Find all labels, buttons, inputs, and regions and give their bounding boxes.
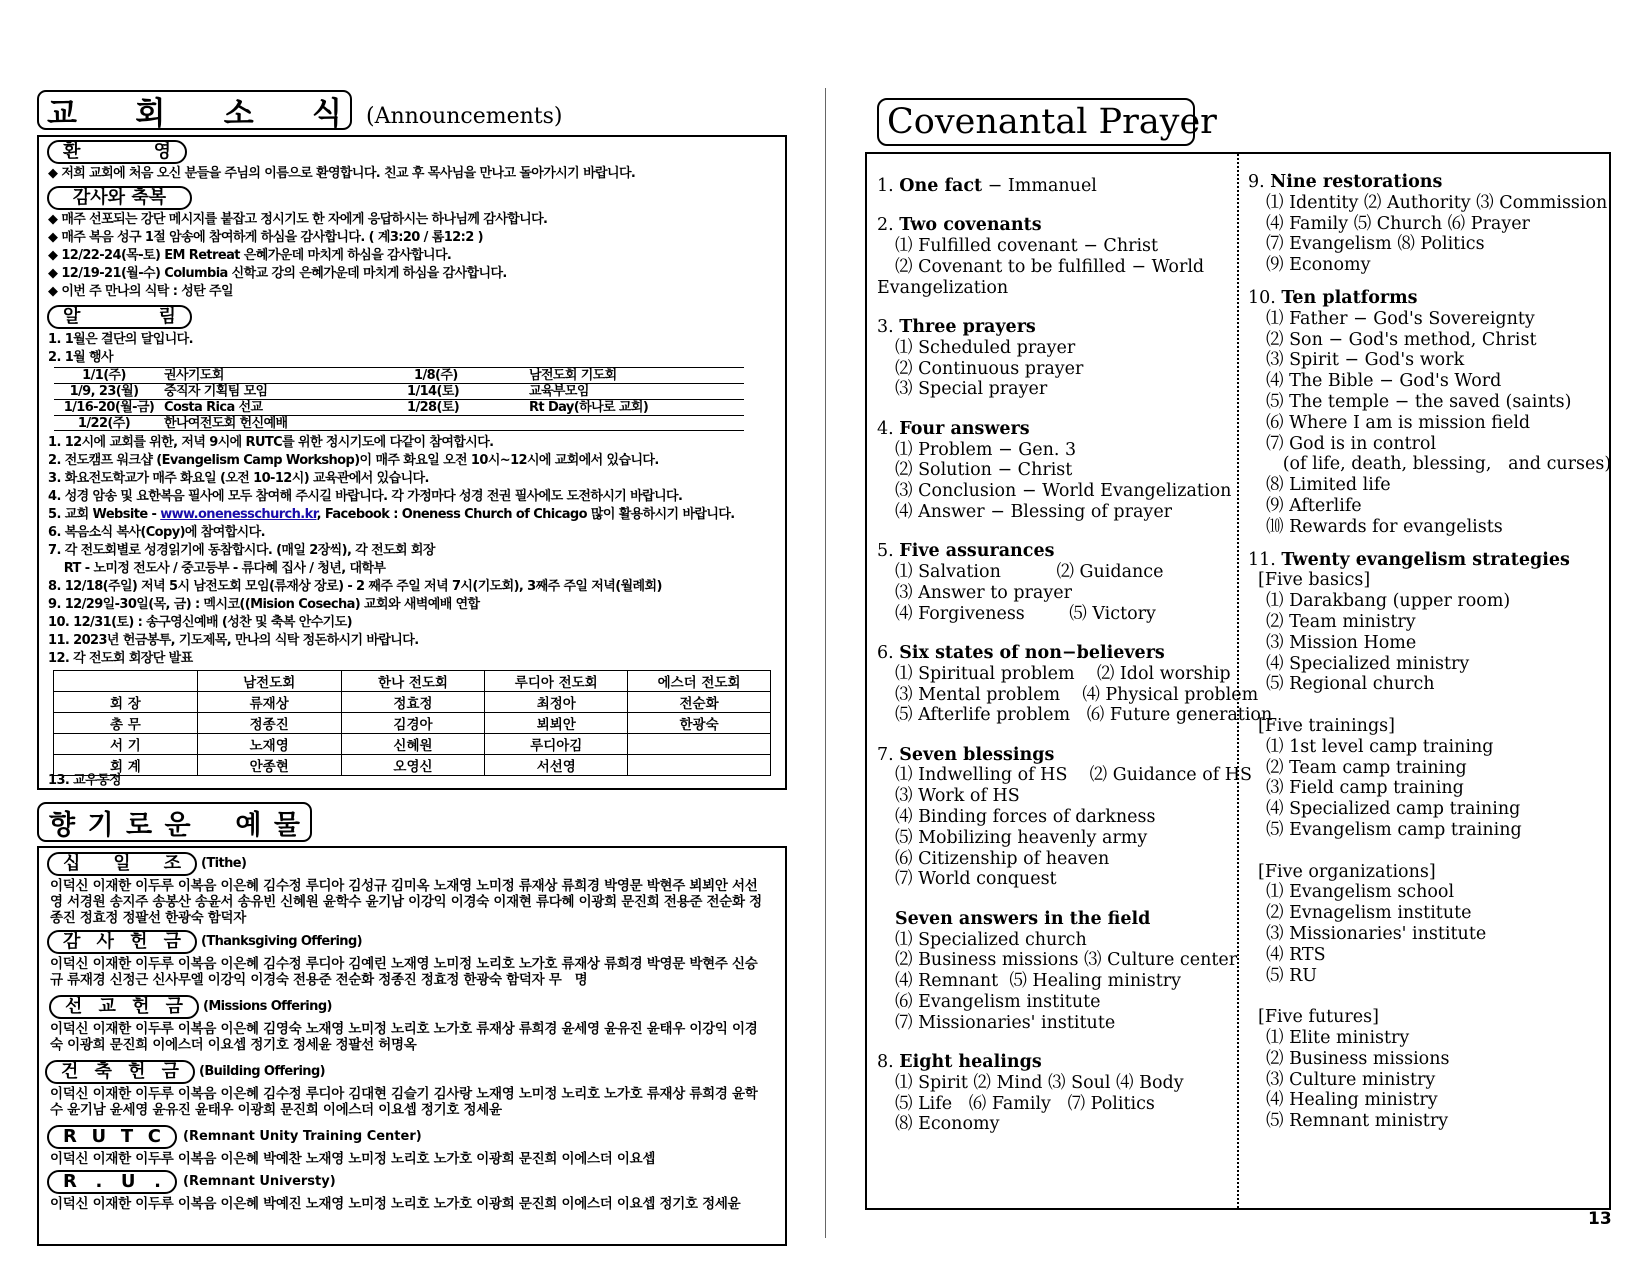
label-char: . [154,1171,161,1192]
event-name: Rt Day(하나로 교회) [529,400,649,415]
table-row [54,671,771,692]
section-number: 11. [1248,549,1282,570]
notice-item: 3. 화요전도학교가 매주 화요일 (오전 10-12시) 교육관에서 있습니다. [48,471,429,486]
section-title: Three prayers [899,317,1036,337]
label-char: 금 [165,996,183,1017]
table-cell: 김경아 [341,713,485,734]
prayer-line: ⑴ Identity ⑵ Authority ⑶ Commission [1266,192,1608,213]
prayer-line: ⑴ Fulfilled covenant − Christ [895,236,1159,257]
section-number: 8. [877,1052,900,1072]
section-number: 10. [1248,288,1282,308]
table-cell: 뵈뵈안 [485,713,628,734]
prayer-section-heading [1248,172,1442,193]
prayer-line: ⑷ Remnant ⑸ Healing ministry [895,971,1181,992]
label-char: 감 [63,931,81,952]
thanks-item: ◆ 매주 선포되는 강단 메시지를 붙잡고 정시기도 한 자에게 응답하시는 하나님께 감사합니다. [48,212,548,227]
label-char: 조 [163,853,181,874]
welcome-item: ◆ 저희 교회에 처음 오신 분들을 주님의 이름으로 환영합니다. 친교 후 목사님을 만나고 돌아가시기 바랍니다. [48,166,636,181]
label-char: 림 [158,306,176,327]
table-row [54,692,771,713]
label-char: 축 [94,1061,112,1082]
notice-item: 2. 전도캠프 워크샵 (Evangelism Camp Workshop)이 매주 화요일 오전 10시~12시에 교회에서 있습니다. [48,453,659,468]
thanks-item: ◆ 매주 복음 성구 1절 암송에 참여하게 하심을 감사합니다. ( 계3:20 / 롬12:2 ) [48,230,483,245]
prayer-line: ⑵ Evnagelism institute [1266,903,1472,924]
notice-item: 7. 각 전도회별로 성경읽기에 동참합시다. (매일 2장씩), 각 전도회 회장 [48,543,435,558]
section-number: 2. [877,215,900,236]
title-char: 소 [223,95,254,132]
prayer-line: ⑺ Evangelism ⑻ Politics [1266,234,1485,255]
prayer-line: ⑸ Life ⑹ Family ⑺ Politics [895,1093,1155,1114]
rutc-names: 이덕신 이재한 이두루 이복음 이은혜 박예찬 노재영 노미정 노리호 노가호 이광희 문진희 이에스더 이요셉 [50,1151,656,1167]
title-char: 로 [126,809,153,841]
prayer-line: ⑵ Continuous prayer [895,358,1084,379]
label-char: 금 [161,1061,179,1082]
event-date: 1/28(토) [407,400,460,415]
table-header: 에스더 전도회 [628,671,771,692]
label-char: 건 [61,1061,79,1082]
welcome-text: 저희 교회에 처음 오신 분들을 주님의 이름으로 환영합니다. 친교 후 목사님을 만나고 돌아가시기 바랍니다. [61,166,636,181]
table-cell: 신혜원 [341,734,485,755]
prayer-line: ⑺ World conquest [895,869,1057,890]
section-title: Nine restorations [1270,172,1443,192]
prayer-line: ⑹ Evangelism institute [895,991,1101,1012]
notice-item: 4. 성경 암송 및 요한복음 필사에 모두 참여해 주시길 바랍니다. 각 가정마다 성경 전권 필사에도 도전하시기 바랍니다. [48,489,683,504]
table-header: 루디아 전도회 [485,671,628,692]
prayer-line: Evangelization [877,277,1009,298]
event-name: 권사기도회 [164,368,224,383]
title-char: 회 [135,95,166,132]
notice-item: 8. 12/18(주일) 저녁 5시 남전도회 모임(류재상 장로) - 2 째주 주일 저녁 7시(기도회), 3째주 주일 저녁(월례회) [48,579,662,594]
prayer-line: ⑷ Specialized camp training [1266,799,1521,820]
tithe-label [47,852,197,876]
thanks-text: 이번 주 만나의 식탁 : 성탄 주일 [61,284,233,299]
notice-item: 1. 12시에 교회를 위한, 저녁 9시에 RUTC를 위한 정시기도에 다같이 참여합시다. [48,435,494,450]
section-title: Four answers [899,418,1030,439]
prayer-line: ⑻ Limited life [1266,475,1391,496]
prayer-line: ⑵ Son − God's method, Christ [1266,329,1537,350]
prayer-line: ⑹ Citizenship of heaven [895,848,1110,869]
section-number: 5. [877,541,900,562]
prayer-line: ⑴ 1st level camp training [1266,736,1494,757]
notice-item: RT - 노미정 전도사 / 중고등부 - 류다혜 집사 / 청년, 대학부 [48,561,386,576]
prayer-line: ⑶ Mission Home [1266,632,1417,653]
prayer-line: ⑶ Work of HS [895,786,1020,807]
title-char: 교 [47,95,77,132]
ru-label [47,1170,177,1194]
offerings-box [37,846,787,1246]
title-char: 향 [49,809,76,841]
prayer-line: ⑴ Spiritual problem ⑵ Idol worship [895,663,1231,684]
prayer-line: ⑶ Mental problem ⑷ Physical problem [895,684,1259,705]
label-char: 십 [63,853,81,874]
section-title: Ten platforms [1281,288,1418,308]
table-cell: 안종현 [197,755,341,776]
label-char: 헌 [132,996,150,1017]
prayer-line: ⑵ Business missions [1266,1048,1450,1069]
prayer-line: ⑽ Rewards for evangelists [1266,516,1503,537]
table-cell: 정효정 [341,692,485,713]
prayer-line: ⑺ God is in control [1266,433,1437,454]
table-cell: 한광숙 [628,713,771,734]
table-row [54,734,771,755]
event-date: 1/9, 23(월) [69,384,139,399]
column-divider [1237,154,1239,1208]
page-divider [825,88,826,1238]
prayer-line: ⑸ Evangelism camp training [1266,820,1522,840]
label-char: 사 [96,931,114,952]
thanks-label: 감사와 축복 [47,186,192,210]
label-char: 헌 [130,931,148,952]
notice-item: 10. 12/31(토) : 송구영신예배 (성찬 및 축복 안수기도) [48,615,352,630]
event-name: Costa Rica 선교 [164,400,263,415]
label-char: 헌 [128,1061,146,1082]
section-number: 4. [877,418,900,439]
prayer-line: ⑶ Spirit − God's work [1266,350,1465,371]
thanks-text: 12/19-21(월-수) Columbia 신학교 강의 은혜가운데 마치게 하심을 감사합니다. [61,266,507,281]
table-header: 남전도회 [197,671,341,692]
ru-names: 이덕신 이재한 이두루 이복음 이은혜 박예진 노재영 노미정 노리호 노가호 이광희 문진희 이에스더 이요셉 정기호 정세윤 [50,1196,741,1212]
table-header [54,671,198,692]
prayer-line: [Five trainings] [1258,716,1395,736]
notice-item: 13. 교우동정 [48,773,121,788]
prayer-line: [Five futures] [1258,1007,1379,1028]
prayer-line: ⑵ Team camp training [1266,757,1467,778]
prayer-line: ⑴ Indwelling of HS ⑵ Guidance of HS [895,765,1253,786]
prayer-line: (of life, death, blessing, and curses) [1266,454,1612,475]
tithe-sub: (Tithe) [201,856,247,871]
prayer-line: ⑵ Business missions ⑶ Culture center [895,950,1238,971]
prayer-line: ⑴ Evangelism school [1266,882,1455,903]
table-cell: 총 무 [54,713,198,734]
title-char: 기 [87,809,114,841]
prayer-line: ⑷ Forgiveness ⑸ Victory [895,603,1156,624]
event-name: 교육부모임 [529,384,589,399]
label-char: C [147,1126,161,1147]
label-char: R [63,1171,77,1192]
prayer-section-heading [895,909,1150,930]
prayer-line: ⑴ Problem − Gen. 3 [895,439,1077,460]
prayer-line: [Five organizations] [1258,861,1436,882]
section-tail: − Immanuel [982,176,1097,196]
event-date: 1/16-20(월-금) [63,400,155,415]
event-date: 1/1(주) [82,368,126,383]
website-link[interactable]: www.onenesschurch.kr [160,507,317,522]
label-char: 금 [163,931,181,952]
section-number: 1. [877,176,900,196]
ru-sub: (Remnant Universty) [183,1174,336,1189]
notice-item-website [48,506,735,524]
notice-item: 9. 12/29일-30일(목, 금) : 멕시코((Mision Cosecha) 교회와 새벽예배 연합 [48,597,480,612]
section-number: 7. [877,744,900,765]
section-title: Seven blessings [899,744,1055,765]
section-title: Twenty evangelism strategies [1281,549,1570,570]
title-char: 식 [312,95,342,132]
section-title: Eight healings [899,1052,1042,1072]
rutc-sub: (Remnant Unity Training Center) [183,1129,422,1144]
title-char: 물 [273,809,300,841]
notice-item: 2. 1월 행사 [48,350,113,365]
table-cell: 전순화 [628,692,771,713]
prayer-line: ⑸ Remnant ministry [1266,1111,1449,1132]
title-char: 예 [235,809,262,841]
prayer-line: ⑸ RU [1266,965,1317,986]
table-cell: 회 장 [54,692,198,713]
prayer-section-heading [877,643,1165,664]
prayer-line: ⑸ Afterlife problem ⑹ Future generation [895,705,1273,726]
thanksgiving-names: 이덕신 이재한 이두루 이복음 이은혜 김수정 루디아 김예린 노재영 노미정 노리호 노가호 류재상 류희경 박영문 박현주 신승규 류재경 신정근 신사무엘 이강익 이경숙 전용준 전순화 정종진 정효정 한광숙 함덕자 무 명 [50,956,758,988]
prayer-line: ⑷ Healing ministry [1266,1090,1438,1111]
label-char: R [63,1126,77,1147]
prayer-line: ⑶ Conclusion − World Evangelization [895,481,1232,502]
event-name: 한나여전도회 헌신예배 [164,416,288,431]
notice-item: 12. 각 전도회 회장단 발표 [48,651,193,666]
table-cell [628,734,771,755]
notices-label [47,305,192,329]
thanks-item: ◆ 12/22-24(목-토) EM Retreat 은혜가운데 마치게 하심을 감사합니다. [48,248,452,263]
events-table [54,367,744,431]
event-name: 중직자 기획팀 모임 [164,384,268,399]
section-title: Two covenants [899,215,1042,236]
thanks-text: 매주 선포되는 강단 메시지를 붙잡고 정시기도 한 자에게 응답하시는 하나님께 감사합니다. [61,212,548,227]
table-cell: 서 기 [54,734,198,755]
building-label [45,1060,195,1084]
prayer-line: ⑶ Answer to prayer [895,582,1072,603]
prayer-section-heading [877,745,1054,766]
label-char: U [120,1171,136,1192]
building-sub: (Building Offering) [199,1064,326,1079]
prayer-line: ⑷ Answer − Blessing of prayer [895,501,1173,522]
label-char: . [95,1171,103,1192]
label-char: 교 [98,996,116,1017]
prayer-line: ⑼ Economy [1266,255,1371,276]
notice-item: 6. 복음소식 복사(Copy)에 참여합시다. [48,525,265,540]
prayer-line: ⑴ Specialized church [895,929,1087,950]
prayer-line: ⑶ Missionaries' institute [1266,924,1487,944]
table-header: 한나 전도회 [341,671,485,692]
prayer-line: ⑷ RTS [1266,944,1326,965]
prayer-line: ⑵ Team ministry [1266,612,1416,632]
thanks-text: 매주 복음 성구 1절 암송에 참여하게 하심을 감사합니다. ( 계3:20 / 롬12:2 ) [61,230,483,245]
thanks-item: ◆ 12/19-21(월-수) Columbia 신학교 강의 은혜가운데 마치게 하심을 감사합니다. [48,266,507,281]
prayer-line: ⑵ Covenant to be fulfilled − World [895,256,1205,277]
prayer-line: ⑼ Afterlife [1266,496,1362,516]
page-number: 13 [1588,1209,1612,1229]
label-char: 영 [153,141,171,162]
label-char: 환 [63,141,81,162]
prayer-line: ⑴ Salvation ⑵ Guidance [895,562,1164,582]
notice-item: 1. 1월은 결단의 달입니다. [48,332,193,347]
table-row [54,713,771,734]
prayer-line: ⑶ Field camp training [1266,778,1464,799]
section-title: Five assurances [899,541,1055,562]
prayer-line: [Five basics] [1258,570,1371,591]
announcements-title [37,90,352,130]
prayer-line: ⑸ Regional church [1266,674,1435,695]
prayer-section-heading [877,1052,1042,1073]
table-cell: 류재상 [197,692,341,713]
prayer-section-heading [877,317,1036,338]
section-title: Six states of non−believers [899,642,1165,663]
announcements-box [37,135,787,790]
prayer-line: ⑴ Scheduled prayer [895,337,1076,358]
label-char: U [91,1126,107,1147]
table-cell [628,755,771,776]
prayer-line: ⑵ Solution − Christ [895,460,1073,481]
label-char: T [120,1126,134,1147]
prayer-line: ⑴ Elite ministry [1266,1028,1410,1048]
prayer-line: ⑶ Special prayer [895,379,1048,400]
website-prefix: 5. 교회 Website - [48,507,161,522]
prayer-line: ⑸ Mobilizing heavenly army [895,827,1148,848]
prayer-line: ⑷ Specialized ministry [1266,653,1470,674]
event-date: 1/14(토) [407,384,460,399]
section-number: 9. [1248,172,1271,192]
section-title: One fact [899,176,983,196]
welcome-label [47,140,187,164]
table-cell: 서선영 [485,755,628,776]
prayer-line: ⑷ Binding forces of darkness [895,807,1156,827]
staff-table [53,670,771,776]
missions-sub: (Missions Offering) [203,999,332,1014]
prayer-line: ⑸ The temple − the saved (saints) [1266,392,1572,412]
missions-label [49,995,199,1019]
prayer-line: ⑴ Father − God's Sovereignty [1266,308,1535,329]
tithe-names: 이덕신 이재한 이두루 이복음 이은혜 김수정 루디아 김성규 김미옥 노재영 노미정 류재상 류희경 박영문 박현주 뵈뵈안 서선영 서경원 송지주 송봉산 송윤서 송유빈 신혜원 윤학수 윤기남 이강익 이경숙 이재현 류다혜 이광희 문진희 전용준 전순화 정종진 정효정 정팔선 한광숙 함덕자 [50,878,762,926]
label-char: 일 [113,853,131,874]
offerings-title [37,802,312,842]
prayer-line: ⑺ Missionaries' institute [895,1012,1116,1033]
missions-names: 이덕신 이재한 이두루 이복음 이은혜 김영숙 노재영 노미정 노리호 노가호 류재상 류희경 윤세영 윤유진 윤태우 이강익 이경숙 이광희 문진희 이에스더 이요셉 정기호 정세윤 정팔선 허명옥 [50,1021,758,1053]
covenantal-prayer-title: Covenantal Prayer [877,98,1195,146]
thanks-text: 12/22-24(목-토) EM Retreat 은혜가운데 마치게 하심을 감사합니다. [61,248,452,263]
label-char: 선 [65,996,83,1017]
prayer-section-heading [877,419,1030,440]
thanks-item: ◆ 이번 주 만나의 식탁 : 성탄 주일 [48,284,233,299]
section-number: 3. [877,317,900,337]
event-name: 남전도회 기도회 [529,368,617,383]
event-date: 1/8(주) [414,368,458,383]
prayer-line: ⑷ The Bible − God's Word [1266,371,1502,392]
prayer-section-heading [1248,288,1417,309]
prayer-section-heading [877,215,1042,236]
announcements-subtitle: (Announcements) [366,104,563,129]
table-cell: 정종진 [197,713,341,734]
section-title: Seven answers in the field [895,908,1151,929]
table-cell: 회 계 [54,755,198,776]
thanksgiving-label [47,930,197,954]
table-row [54,755,771,776]
building-names: 이덕신 이재한 이두루 이복음 이은혜 김수정 루디아 김대현 김슬기 김사랑 노재영 노미정 노리호 노가호 류재상 류희경 윤학수 윤기남 윤세영 윤유진 윤태우 이광희 문진희 이에스더 이요셉 정기호 정세윤 [50,1086,758,1118]
prayer-line: ⑴ Spirit ⑵ Mind ⑶ Soul ⑷ Body [895,1072,1184,1093]
title-char: 운 [164,809,191,841]
notice-item: 11. 2023년 헌금봉투, 기도제목, 만나의 식탁 정돈하시기 바랍니다. [48,633,419,648]
prayer-line: ⑷ Family ⑸ Church ⑹ Prayer [1266,213,1530,234]
table-cell: 루디아김 [485,734,628,755]
table-cell: 최정아 [485,692,628,713]
prayer-section-heading [877,176,1097,197]
rutc-label [47,1125,177,1149]
prayer-line: ⑹ Where I am is mission field [1266,412,1531,433]
table-cell: 노재영 [197,734,341,755]
thanksgiving-sub: (Thanksgiving Offering) [201,934,363,949]
label-char: 알 [63,306,81,327]
prayer-section-heading [1248,550,1570,571]
section-number: 6. [877,642,900,663]
table-cell: 오영신 [341,755,485,776]
prayer-line: ⑻ Economy [895,1114,1000,1135]
website-suffix: , Facebook : Oneness Church of Chicago 많이 활용하시기 바랍니다. [316,507,735,522]
prayer-line: ⑴ Darakbang (upper room) [1266,591,1511,612]
prayer-section-heading [877,541,1054,562]
event-date: 1/22(주) [77,416,131,431]
prayer-line: ⑶ Culture ministry [1266,1069,1436,1090]
